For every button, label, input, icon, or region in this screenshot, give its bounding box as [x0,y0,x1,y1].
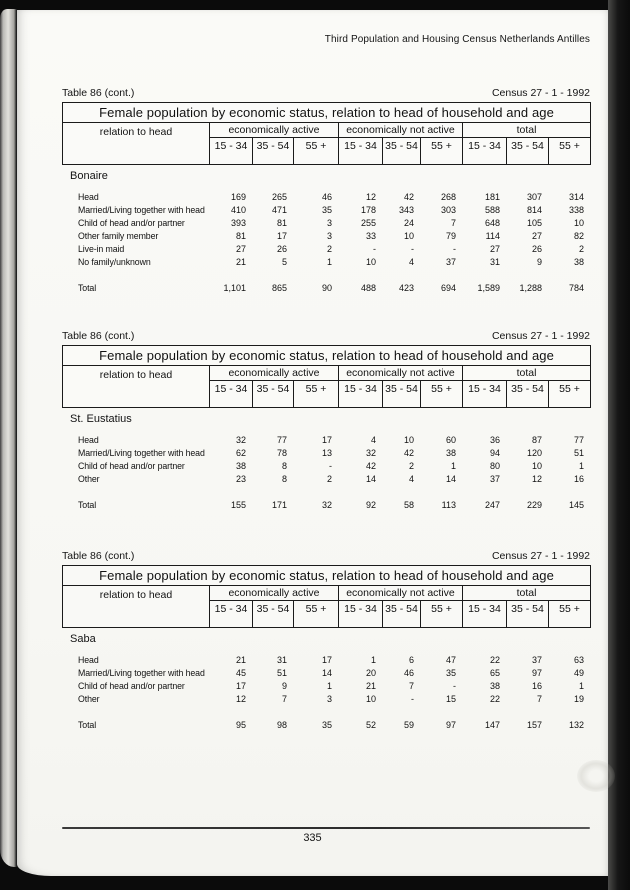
value-cell: 24 [403,217,414,228]
group-header-total: total [463,123,591,138]
value-cell: 307 [526,191,542,202]
value-cell: 78 [276,447,287,458]
total-value-cell: 1,589 [477,282,500,293]
value-cell: 105 [526,217,542,228]
value-cell: 7 [408,680,414,691]
value-cell: 16 [573,473,584,484]
table-section-saba [62,550,590,731]
value-cell: 27 [531,230,542,241]
table-row [62,472,590,485]
value-cell: - [329,460,332,471]
row-label: Child of head and/or partner [78,217,185,228]
total-label: Total [78,282,97,293]
value-cell: 79 [445,230,456,241]
value-cell: 27 [489,243,500,254]
value-cell: 21 [235,256,246,267]
value-cell: 1 [450,460,456,471]
age-column-header: 15 - 34 [339,601,383,628]
total-label: Total [78,499,97,510]
value-cell: 31 [276,654,287,665]
value-cell: 81 [235,230,246,241]
total-value-cell: 97 [445,719,456,730]
age-column-header: 15 - 34 [339,138,383,165]
table-label: Table 86 (cont.) [62,550,135,562]
row-label: Other [78,473,100,484]
region-label: St. Eustatius [70,413,132,425]
value-cell: 14 [445,473,456,484]
age-column-header: 35 - 54 [253,138,294,165]
total-value-cell: 58 [403,499,414,510]
value-cell: 4 [408,256,414,267]
value-cell: 268 [440,191,456,202]
row-label: Head [78,434,99,445]
value-cell: - [411,243,414,254]
column-header-relation-to-head: relation to head [99,369,173,381]
value-cell: 19 [573,693,584,704]
spacer-row [62,485,590,498]
value-cell: - [453,243,456,254]
table-row [62,242,590,255]
value-cell: 393 [230,217,246,228]
age-column-header: 35 - 54 [507,601,549,628]
value-cell: 38 [235,460,246,471]
group-header-economically-not-active: economically not active [339,123,463,138]
value-cell: 7 [536,693,542,704]
value-cell: 648 [484,217,500,228]
total-value-cell: 171 [271,499,287,510]
value-cell: 36 [489,434,500,445]
value-cell: 10 [403,434,414,445]
spacer-row [62,705,590,718]
value-cell: 410 [230,204,246,215]
table-title-row [63,346,591,366]
table-group-header-row [63,586,591,601]
total-value-cell: 98 [276,719,287,730]
value-cell: 42 [403,447,414,458]
table-label: Table 86 (cont.) [62,330,135,342]
document-header: Third Population and Housing Census Netherlands Antilles [324,34,590,45]
table-header-grid [62,102,591,165]
table-title-row [63,566,591,586]
table-row [62,653,590,666]
value-cell: 314 [568,191,584,202]
value-cell: 37 [445,256,456,267]
value-cell: - [373,243,376,254]
age-column-header: 15 - 34 [210,138,253,165]
group-header-economically-active: economically active [210,366,339,381]
table-row [62,459,590,472]
age-column-header: 55 + [421,138,463,165]
row-label: Head [78,654,99,665]
age-column-header: 35 - 54 [507,381,549,408]
value-cell: 81 [276,217,287,228]
value-cell: 21 [365,680,376,691]
total-value-cell: 423 [398,282,414,293]
value-cell: 1 [578,460,584,471]
total-label: Total [78,719,97,730]
total-value-cell: 1,101 [223,282,246,293]
value-cell: 46 [321,191,332,202]
value-cell: 13 [321,447,332,458]
spacer-cell [62,485,590,498]
age-column-header: 55 + [294,601,339,628]
value-cell: 17 [235,680,246,691]
table-row [62,229,590,242]
value-cell: 87 [531,434,542,445]
value-cell: 32 [365,447,376,458]
value-cell: 6 [408,654,414,665]
table-row [62,692,590,705]
column-header-relation-to-head: relation to head [99,126,173,138]
value-cell: 42 [365,460,376,471]
value-cell: 3 [326,217,332,228]
value-cell: 62 [235,447,246,458]
column-header-relation-to-head: relation to head [99,589,173,601]
age-column-header: 35 - 54 [383,138,421,165]
value-cell: 3 [326,230,332,241]
value-cell: 7 [281,693,287,704]
value-cell: 94 [489,447,500,458]
value-cell: 14 [365,473,376,484]
age-column-header: 55 + [421,381,463,408]
table-data-grid [62,653,590,731]
total-value-cell: 157 [526,719,542,730]
age-column-header: 15 - 34 [210,381,253,408]
total-value-cell: 95 [235,719,246,730]
value-cell: 45 [235,667,246,678]
document-page [17,10,608,876]
region-label: Saba [70,633,96,645]
value-cell: 63 [573,654,584,665]
value-cell: 22 [489,654,500,665]
value-cell: 21 [235,654,246,665]
value-cell: 178 [360,204,376,215]
value-cell: 7 [450,217,456,228]
value-cell: 10 [531,460,542,471]
value-cell: 5 [281,256,287,267]
row-label: Other family member [78,230,159,241]
value-cell: 82 [573,230,584,241]
value-cell: 35 [321,204,332,215]
table-row [62,190,590,203]
value-cell: 1 [326,680,332,691]
total-value-cell: 132 [568,719,584,730]
group-header-total: total [463,586,591,601]
value-cell: 2 [408,460,414,471]
value-cell: 2 [578,243,584,254]
spacer-cell [62,705,590,718]
value-cell: 12 [235,693,246,704]
value-cell: 8 [281,460,287,471]
table-data-grid [62,433,590,511]
value-cell: 22 [489,693,500,704]
book-spine-edge [0,9,17,867]
group-header-economically-not-active: economically not active [339,366,463,381]
value-cell: 343 [398,204,414,215]
value-cell: 37 [489,473,500,484]
group-header-economically-active: economically active [210,123,339,138]
table-title: Female population by economic status, relation to head of household and age [63,103,591,123]
age-column-header: 55 + [549,601,591,628]
value-cell: 12 [365,191,376,202]
total-value-cell: 155 [230,499,246,510]
group-header-economically-not-active: economically not active [339,586,463,601]
value-cell: 9 [536,256,542,267]
value-cell: 23 [235,473,246,484]
value-cell: - [453,680,456,691]
age-column-header: 15 - 34 [339,381,383,408]
census-date-label: Census 27 - 1 - 1992 [491,330,590,342]
value-cell: 20 [365,667,376,678]
age-column-header: 55 + [421,601,463,628]
value-cell: 15 [445,693,456,704]
value-cell: 27 [235,243,246,254]
row-label: Live-in maid [78,243,125,254]
age-column-header: 35 - 54 [507,138,549,165]
value-cell: 4 [370,434,376,445]
scan-right-shadow [608,0,630,890]
value-cell: 26 [276,243,287,254]
value-cell: 471 [271,204,287,215]
value-cell: 255 [360,217,376,228]
table-data-grid [62,190,590,294]
total-value-cell: 147 [484,719,500,730]
footer-rule [62,827,590,829]
age-column-header: 35 - 54 [253,381,294,408]
table-group-header-row [63,366,591,381]
value-cell: 814 [526,204,542,215]
value-cell: 51 [276,667,287,678]
value-cell: 49 [573,667,584,678]
row-label: Married/Living together with head [78,667,205,678]
value-cell: 2 [326,473,332,484]
scan-smudge [577,760,615,792]
age-column-header: 15 - 34 [463,381,507,408]
table-section-bonaire [62,87,590,294]
value-cell: 42 [403,191,414,202]
table-label: Table 86 (cont.) [62,87,135,99]
value-cell: 9 [281,680,287,691]
table-row [62,446,590,459]
table-meta [62,87,590,99]
total-value-cell: 247 [484,499,500,510]
value-cell: 10 [573,217,584,228]
value-cell: 2 [326,243,332,254]
age-column-header: 15 - 34 [463,138,507,165]
total-value-cell: 35 [321,719,332,730]
value-cell: 1 [578,680,584,691]
value-cell: 46 [403,667,414,678]
total-row [62,281,590,294]
total-value-cell: 90 [321,282,332,293]
value-cell: 169 [230,191,246,202]
total-value-cell: 145 [568,499,584,510]
row-label: Child of head and/or partner [78,460,185,471]
table-row [62,255,590,268]
age-column-header: 15 - 34 [210,601,253,628]
table-row [62,216,590,229]
table-row [62,433,590,446]
value-cell: 65 [489,667,500,678]
total-value-cell: 694 [440,282,456,293]
value-cell: 8 [281,473,287,484]
value-cell: 47 [445,654,456,665]
total-value-cell: 1,288 [519,282,542,293]
census-date-label: Census 27 - 1 - 1992 [491,87,590,99]
table-title: Female population by economic status, relation to head of household and age [63,566,591,586]
row-label: No family/unknown [78,256,151,267]
value-cell: 77 [573,434,584,445]
value-cell: - [411,693,414,704]
value-cell: 35 [445,667,456,678]
total-value-cell: 92 [365,499,376,510]
total-value-cell: 865 [271,282,287,293]
value-cell: 181 [484,191,500,202]
total-value-cell: 784 [568,282,584,293]
value-cell: 114 [485,230,500,241]
value-cell: 31 [489,256,500,267]
group-header-total: total [463,366,591,381]
row-label: Other [78,693,100,704]
spacer-cell [62,268,590,281]
value-cell: 51 [573,447,584,458]
table-header-grid [62,565,591,628]
table-row [62,679,590,692]
table-section-st-eustatius [62,330,590,511]
value-cell: 38 [573,256,584,267]
table-group-header-row [63,123,591,138]
total-value-cell: 488 [360,282,376,293]
value-cell: 37 [531,654,542,665]
value-cell: 1 [326,256,332,267]
page-number: 335 [303,832,322,844]
value-cell: 26 [531,243,542,254]
census-date-label: Census 27 - 1 - 1992 [491,550,590,562]
row-label: Head [78,191,99,202]
age-column-header: 55 + [549,138,591,165]
age-column-header: 35 - 54 [383,601,421,628]
age-column-header: 55 + [294,381,339,408]
total-value-cell: 113 [441,499,456,510]
value-cell: 338 [568,204,584,215]
total-value-cell: 52 [365,719,376,730]
row-label: Married/Living together with head [78,204,205,215]
table-title-row [63,103,591,123]
value-cell: 17 [321,654,332,665]
value-cell: 33 [365,230,376,241]
value-cell: 10 [365,256,376,267]
value-cell: 60 [445,434,456,445]
region-label: Bonaire [70,170,108,182]
value-cell: 265 [271,191,287,202]
age-column-header: 55 + [294,138,339,165]
value-cell: 12 [531,473,542,484]
table-title: Female population by economic status, relation to head of household and age [63,346,591,366]
value-cell: 32 [235,434,246,445]
value-cell: 10 [365,693,376,704]
value-cell: 38 [489,680,500,691]
table-header-grid [62,345,591,408]
row-label: Married/Living together with head [78,447,205,458]
row-label: Child of head and/or partner [78,680,185,691]
value-cell: 17 [276,230,287,241]
age-column-header: 35 - 54 [253,601,294,628]
value-cell: 38 [445,447,456,458]
total-row [62,718,590,731]
value-cell: 303 [440,204,456,215]
value-cell: 3 [326,693,332,704]
value-cell: 80 [489,460,500,471]
value-cell: 77 [276,434,287,445]
spacer-row [62,268,590,281]
table-row [62,666,590,679]
table-row [62,203,590,216]
value-cell: 10 [403,230,414,241]
age-column-header: 35 - 54 [383,381,421,408]
age-column-header: 15 - 34 [463,601,507,628]
value-cell: 97 [531,667,542,678]
group-header-economically-active: economically active [210,586,339,601]
age-column-header: 55 + [549,381,591,408]
value-cell: 14 [321,667,332,678]
value-cell: 4 [408,473,414,484]
total-row [62,498,590,511]
value-cell: 1 [370,654,376,665]
total-value-cell: 229 [526,499,542,510]
value-cell: 16 [531,680,542,691]
value-cell: 17 [321,434,332,445]
value-cell: 120 [526,447,542,458]
total-value-cell: 59 [403,719,414,730]
total-value-cell: 32 [321,499,332,510]
value-cell: 588 [484,204,500,215]
table-meta [62,550,590,562]
table-meta [62,330,590,342]
